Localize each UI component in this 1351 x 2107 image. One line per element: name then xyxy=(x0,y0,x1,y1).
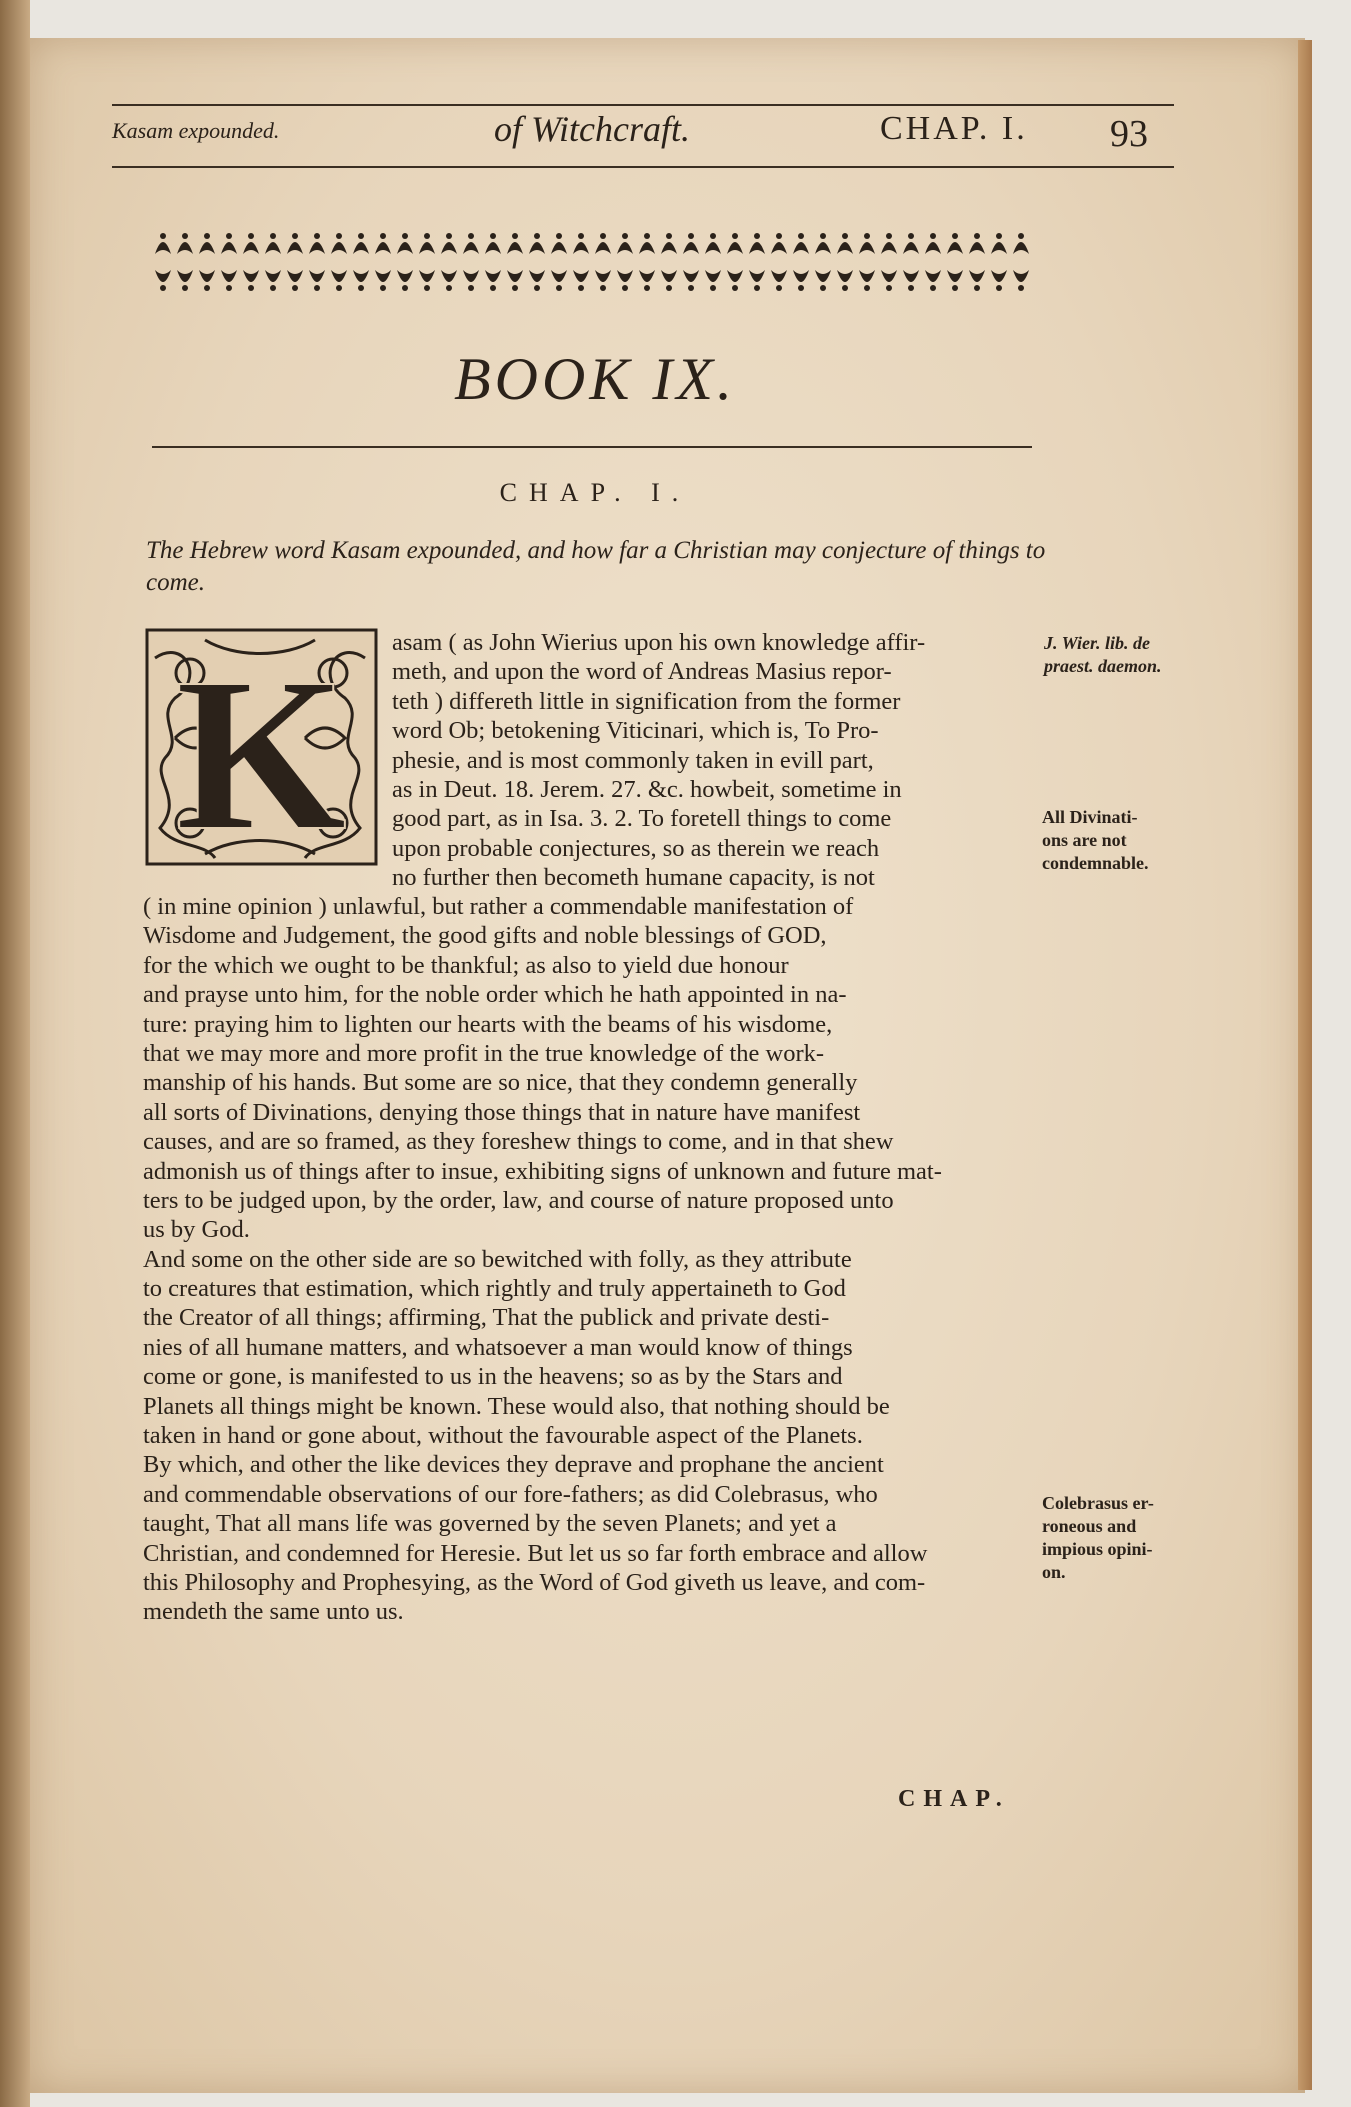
fleuron xyxy=(551,270,567,282)
chapter-title: CHAP. I. xyxy=(499,478,691,507)
fleuron-dot xyxy=(512,233,518,239)
fleuron xyxy=(705,270,721,282)
fleuron-dot xyxy=(974,285,980,291)
margin-note-line: ons are not xyxy=(1042,830,1127,850)
text-line: causes, and are so framed, as they foreshew things to come, and in that shew xyxy=(143,1128,894,1156)
fleuron-dot xyxy=(820,285,826,291)
fleuron xyxy=(441,242,457,254)
fleuron-dot xyxy=(600,285,606,291)
fleuron-dot xyxy=(688,285,694,291)
fleuron xyxy=(991,270,1007,282)
fleuron-dot xyxy=(314,233,320,239)
fleuron-dot xyxy=(996,285,1002,291)
fleuron xyxy=(573,270,589,282)
fleuron-dot xyxy=(644,233,650,239)
fleuron xyxy=(727,270,743,282)
fleuron xyxy=(287,242,303,254)
fleuron-dot xyxy=(402,233,408,239)
fleuron-dot xyxy=(864,285,870,291)
text-line: come or gone, is manifested to us in the heavens; so as by the Stars and xyxy=(143,1363,843,1391)
fleuron-dot xyxy=(754,285,760,291)
fleuron-dot xyxy=(578,233,584,239)
margin-note-line: All Divinati- xyxy=(1042,807,1138,827)
fleuron-dot xyxy=(710,233,716,239)
fleuron xyxy=(793,270,809,282)
fleuron xyxy=(221,270,237,282)
fleuron xyxy=(397,242,413,254)
fleuron xyxy=(243,242,259,254)
fleuron xyxy=(969,270,985,282)
decorated-initial xyxy=(145,628,378,866)
text-line: Wisdome and Judgement, the good gifts and noble blessings of GOD, xyxy=(143,922,827,950)
fleuron xyxy=(749,270,765,282)
fleuron xyxy=(1013,242,1029,254)
text-line: that we may more and more profit in the true knowledge of the work- xyxy=(143,1039,825,1067)
margin-note-divinations xyxy=(1042,806,1149,875)
fleuron xyxy=(727,242,743,254)
margin-note-line: Colebrasus er- xyxy=(1042,1493,1154,1513)
margin-note-line: impious opini- xyxy=(1042,1539,1153,1559)
fleuron-dot xyxy=(490,233,496,239)
fleuron xyxy=(705,242,721,254)
fleuron-dot xyxy=(358,285,364,291)
margin-note-line: condemnable. xyxy=(1042,853,1149,873)
text-line: nies of all humane matters, and whatsoever a man would know of things xyxy=(143,1333,853,1361)
fleuron-dot xyxy=(732,233,738,239)
header-rule-top xyxy=(112,104,1174,106)
fleuron xyxy=(639,270,655,282)
fleuron-dot xyxy=(226,285,232,291)
text-line: all sorts of Divinations, denying those things that in nature have manifest xyxy=(143,1098,861,1126)
fleuron-dot xyxy=(358,233,364,239)
fleuron-dot xyxy=(468,233,474,239)
fleuron-dot xyxy=(534,233,540,239)
margin-note-wier xyxy=(1044,632,1162,678)
text-line: us by God. xyxy=(143,1216,250,1244)
fleuron-dot xyxy=(666,233,672,239)
fleuron xyxy=(969,242,985,254)
fleuron-dot xyxy=(732,285,738,291)
fleuron-dot xyxy=(490,285,496,291)
fleuron-dot xyxy=(820,233,826,239)
fleuron-dot xyxy=(248,285,254,291)
fleuron xyxy=(903,242,919,254)
fleuron xyxy=(815,242,831,254)
fleuron-dot xyxy=(688,233,694,239)
fleuron xyxy=(397,270,413,282)
fleuron-dot xyxy=(468,285,474,291)
fleuron-dot xyxy=(446,285,452,291)
margin-note-line: praest. daemon. xyxy=(1044,656,1162,676)
text-line: By which, and other the like devices they deprave and prophane the ancient xyxy=(143,1451,884,1479)
fleuron xyxy=(287,270,303,282)
fleuron xyxy=(309,270,325,282)
fleuron-dot xyxy=(842,233,848,239)
margin-note-colebrasus xyxy=(1042,1492,1154,1584)
fleuron-dot xyxy=(666,285,672,291)
fleuron xyxy=(903,270,919,282)
fleuron xyxy=(881,242,897,254)
fleuron xyxy=(463,270,479,282)
fleuron xyxy=(617,242,633,254)
fleuron xyxy=(573,242,589,254)
fleuron xyxy=(331,242,347,254)
text-line: and prayse unto him, for the noble order which he hath appointed in na- xyxy=(143,981,847,1009)
page-edge xyxy=(1298,40,1312,2090)
fleuron-dot xyxy=(204,233,210,239)
fleuron-dot xyxy=(886,233,892,239)
fleuron xyxy=(771,270,787,282)
fleuron xyxy=(375,270,391,282)
fleuron-dot xyxy=(622,285,628,291)
fleuron xyxy=(661,270,677,282)
fleuron xyxy=(375,242,391,254)
fleuron xyxy=(199,270,215,282)
text-line: ters to be judged upon, by the order, law, and course of nature proposed unto xyxy=(143,1186,894,1214)
body-text xyxy=(143,892,942,1627)
fleuron-dot xyxy=(314,285,320,291)
text-line: no further then becometh humane capacity, is not xyxy=(392,864,875,892)
fleuron-dot xyxy=(864,233,870,239)
text-line: And some on the other side are so bewitched with folly, as they attribute xyxy=(143,1245,852,1273)
fleuron-dot xyxy=(622,233,628,239)
fleuron-dot xyxy=(556,285,562,291)
fleuron-dot xyxy=(424,285,430,291)
fleuron-dot xyxy=(380,285,386,291)
fleuron xyxy=(529,242,545,254)
initial-letter: K xyxy=(175,632,347,866)
fleuron xyxy=(507,242,523,254)
fleuron xyxy=(419,270,435,282)
text-line: upon probable conjectures, so as therein we reach xyxy=(392,834,880,862)
fleuron xyxy=(925,270,941,282)
fleuron-dot xyxy=(996,233,1002,239)
fleuron xyxy=(925,242,941,254)
running-head-title: of Witchcraft. xyxy=(494,109,690,149)
fleuron-dot xyxy=(776,285,782,291)
fleuron-dot xyxy=(336,233,342,239)
fleuron xyxy=(947,242,963,254)
fleuron-dot xyxy=(710,285,716,291)
fleuron-dot xyxy=(512,285,518,291)
fleuron-dot xyxy=(204,285,210,291)
margin-note-line: roneous and xyxy=(1042,1516,1137,1536)
fleuron-dot xyxy=(952,285,958,291)
fleuron xyxy=(177,270,193,282)
fleuron-dot xyxy=(160,285,166,291)
text-line: ( in mine opinion ) unlawful, but rather a commendable manifestation of xyxy=(143,893,854,920)
text-line: for the which we ought to be thankful; as also to yield due honour xyxy=(143,951,789,979)
text-line: ture: praying him to lighten our hearts with the beams of his wisdome, xyxy=(143,1010,833,1038)
text-line: meth, and upon the word of Andreas Masius repor- xyxy=(392,658,892,686)
fleuron-dot xyxy=(270,285,276,291)
fleuron xyxy=(309,242,325,254)
fleuron xyxy=(353,242,369,254)
fleuron xyxy=(177,242,193,254)
fleuron xyxy=(199,242,215,254)
fleuron-dot xyxy=(292,285,298,291)
fleuron xyxy=(243,270,259,282)
fleuron xyxy=(265,242,281,254)
fleuron xyxy=(947,270,963,282)
fleuron-dot xyxy=(776,233,782,239)
book-title: BOOK IX. xyxy=(454,346,736,412)
fleuron-dot xyxy=(798,233,804,239)
fleuron-dot xyxy=(182,285,188,291)
fleuron xyxy=(859,242,875,254)
fleuron xyxy=(991,242,1007,254)
fleuron-dot xyxy=(380,233,386,239)
text-line: and commendable observations of our fore-fathers; as did Colebrasus, who xyxy=(143,1480,878,1508)
fleuron xyxy=(353,270,369,282)
text-line: good part, as in Isa. 3. 2. To foretell things to come xyxy=(392,805,892,833)
fleuron xyxy=(1013,270,1029,282)
fleuron xyxy=(771,242,787,254)
text-line: asam ( as John Wierius upon his own knowledge affir- xyxy=(392,629,926,656)
fleuron-dot xyxy=(226,233,232,239)
page-number: 93 xyxy=(1110,113,1148,155)
fleuron xyxy=(331,270,347,282)
fleuron-dot xyxy=(644,285,650,291)
title-rule xyxy=(152,446,1032,448)
fleuron xyxy=(881,270,897,282)
fleuron-dot xyxy=(930,285,936,291)
text-line: admonish us of things after to insue, exhibiting signs of unknown and future mat- xyxy=(143,1157,942,1185)
fleuron-dot xyxy=(952,233,958,239)
fleuron xyxy=(639,242,655,254)
fleuron-dot xyxy=(556,233,562,239)
fleuron xyxy=(793,242,809,254)
fleuron xyxy=(749,242,765,254)
fleuron-dot xyxy=(886,285,892,291)
text-line: phesie, and is most commonly taken in evill part, xyxy=(392,746,874,774)
fleuron xyxy=(221,242,237,254)
text-line: manship of his hands. But some are so nice, that they condemn generally xyxy=(143,1069,858,1097)
catchword: CHAP. xyxy=(898,1786,1010,1812)
fleuron-dot xyxy=(248,233,254,239)
fleuron xyxy=(815,270,831,282)
fleuron-dot xyxy=(600,233,606,239)
fleuron xyxy=(551,242,567,254)
text-line: Christian, and condemned for Heresie. But let us so far forth embrace and allow xyxy=(143,1539,928,1567)
running-head-chapter: CHAP. I. xyxy=(880,110,1028,147)
fleuron xyxy=(155,242,171,254)
text-line: Planets all things might be known. These would also, that nothing should be xyxy=(143,1392,890,1420)
text-line: taken in hand or gone about, without the favourable aspect of the Planets. xyxy=(143,1422,863,1450)
fleuron xyxy=(661,242,677,254)
text-line: this Philosophy and Prophesying, as the Word of God giveth us leave, and com- xyxy=(143,1568,926,1596)
fleuron-dot xyxy=(1018,285,1024,291)
fleuron-dot xyxy=(270,233,276,239)
text-line: teth ) differeth little in signification from the former xyxy=(392,687,901,715)
fleuron-dot xyxy=(402,285,408,291)
fleuron-dot xyxy=(908,285,914,291)
text-line: taught, That all mans life was governed by the seven Planets; and yet a xyxy=(143,1510,837,1538)
fleuron-dot xyxy=(446,233,452,239)
fleuron xyxy=(683,242,699,254)
fleuron xyxy=(441,270,457,282)
fleuron-dot xyxy=(798,285,804,291)
fleuron xyxy=(419,242,435,254)
text-line: to creatures that estimation, which rightly and truly appertaineth to God xyxy=(143,1275,846,1303)
fleuron xyxy=(485,242,501,254)
fleuron xyxy=(485,270,501,282)
fleuron-dot xyxy=(1018,233,1024,239)
running-head-left: Kasam expounded. xyxy=(112,118,280,143)
fleuron-dot xyxy=(754,233,760,239)
fleuron-dot xyxy=(292,233,298,239)
fleuron-dot xyxy=(182,233,188,239)
fleuron xyxy=(595,242,611,254)
fleuron-dot xyxy=(336,285,342,291)
fleuron-dot xyxy=(908,233,914,239)
fleuron xyxy=(529,270,545,282)
text-line: mendeth the same unto us. xyxy=(143,1598,404,1626)
text-line: the Creator of all things; affirming, That the publick and private desti- xyxy=(143,1304,830,1332)
text-line: as in Deut. 18. Jerem. 27. &c. howbeit, sometime in xyxy=(392,775,902,803)
fleuron-dot xyxy=(842,285,848,291)
fleuron xyxy=(265,270,281,282)
fleuron-dot xyxy=(974,233,980,239)
fleuron xyxy=(859,270,875,282)
margin-note-line: J. Wier. lib. de xyxy=(1044,633,1151,653)
fleuron-dot xyxy=(424,233,430,239)
margin-note-line: on. xyxy=(1042,1562,1066,1582)
fleuron xyxy=(507,270,523,282)
first-paragraph-lines xyxy=(392,628,925,893)
fleuron-dot xyxy=(578,285,584,291)
fleuron xyxy=(595,270,611,282)
fleuron xyxy=(155,270,171,282)
chapter-summary: The Hebrew word Kasam expounded, and how far a Christian may conjecture of things to come. xyxy=(146,537,1046,596)
fleuron xyxy=(837,242,853,254)
fleuron-dot xyxy=(160,233,166,239)
fleuron xyxy=(617,270,633,282)
fleuron xyxy=(837,270,853,282)
fleuron-dot xyxy=(930,233,936,239)
ornament-band xyxy=(152,226,1048,300)
text-line: word Ob; betokening Viticinari, which is, To Pro- xyxy=(392,717,879,745)
fleuron-dot xyxy=(534,285,540,291)
fleuron xyxy=(683,270,699,282)
fleuron xyxy=(463,242,479,254)
header-rule-bottom xyxy=(112,166,1174,168)
book-spine xyxy=(0,0,30,2107)
